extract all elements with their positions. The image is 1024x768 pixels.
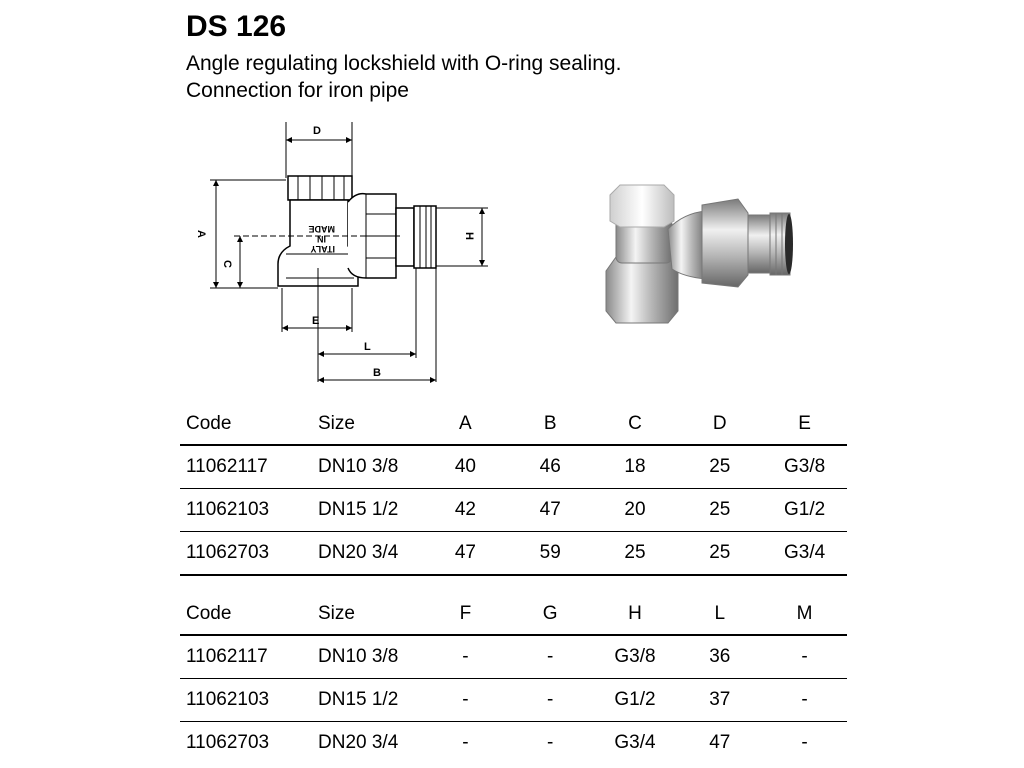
header-cell: B <box>543 413 557 434</box>
dim-label-c: C <box>221 260 233 268</box>
table-cell: DN10 3/8 <box>318 646 399 667</box>
dim-label-e: E <box>312 315 320 327</box>
header-cell: E <box>798 413 811 434</box>
table-cell: 46 <box>539 456 561 477</box>
table-cell: 47 <box>454 542 476 563</box>
table-cell: - <box>462 732 469 753</box>
table-row <box>180 679 847 722</box>
technical-drawing <box>190 118 490 388</box>
table-cell: DN20 3/4 <box>318 732 399 753</box>
header-cell: Code <box>186 603 232 624</box>
table-cell: 40 <box>454 456 476 477</box>
table-cell: - <box>547 646 554 667</box>
dim-label-d: D <box>313 125 321 137</box>
svg-text:MADE: MADE <box>308 224 335 234</box>
table-cell: - <box>801 732 808 753</box>
table-cell: 37 <box>709 689 731 710</box>
table-row <box>180 532 847 576</box>
table-cell: 25 <box>709 456 731 477</box>
table-cell: DN15 1/2 <box>318 689 399 710</box>
table-cell: DN20 3/4 <box>318 542 399 563</box>
svg-text:IN: IN <box>317 234 326 244</box>
table-cell: 36 <box>709 646 731 667</box>
header-cell: A <box>459 413 472 434</box>
table-cell: 47 <box>709 732 731 753</box>
dim-label-a: A <box>195 230 207 238</box>
dim-label-h: H <box>463 232 475 240</box>
table-header-row <box>180 594 847 635</box>
table-cell: DN10 3/8 <box>318 456 399 477</box>
table-row <box>180 635 847 679</box>
header-cell: M <box>796 603 813 624</box>
table-cell: 11062117 <box>186 646 268 667</box>
table-cell: 25 <box>709 542 731 563</box>
description-line-1: Angle regulating lockshield with O-ring sealing. <box>186 52 622 75</box>
table-cell: 42 <box>454 499 476 520</box>
dim-label-l: L <box>364 341 371 353</box>
product-description <box>186 50 621 104</box>
description-line-2: Connection for iron pipe <box>186 79 409 102</box>
table-cell: 18 <box>624 456 646 477</box>
header-cell: C <box>628 413 642 434</box>
table-cell: 25 <box>709 499 731 520</box>
product-photo <box>598 183 794 325</box>
table-cell: 11062103 <box>186 499 270 520</box>
svg-text:ITALY: ITALY <box>310 244 335 254</box>
table-cell: G3/8 <box>783 456 826 477</box>
table-header-row <box>180 404 847 445</box>
table-cell: 11062103 <box>186 689 270 710</box>
header-cell: Size <box>318 603 355 624</box>
table-cell: - <box>801 646 808 667</box>
header-cell: Code <box>186 413 232 434</box>
table-cell: 11062703 <box>186 732 270 753</box>
table-cell: - <box>547 732 554 753</box>
table-cell: 11062117 <box>186 456 268 477</box>
table-cell: 47 <box>539 499 561 520</box>
table-cell: G3/4 <box>783 542 826 563</box>
table-cell: 59 <box>539 542 561 563</box>
dimension-table-1 <box>180 404 847 576</box>
dimension-table-2 <box>180 594 847 764</box>
dim-label-b: B <box>373 367 381 379</box>
header-cell: Size <box>318 413 355 434</box>
header-cell: G <box>542 603 558 624</box>
product-title: DS 126 <box>186 10 287 43</box>
table-row <box>180 722 847 765</box>
table-row <box>180 445 847 489</box>
table-cell: G3/8 <box>614 646 656 667</box>
table-cell: - <box>801 689 808 710</box>
header-cell: F <box>459 603 472 624</box>
header-cell: H <box>628 603 642 624</box>
table-cell: G3/4 <box>614 732 656 753</box>
table-cell: G1/2 <box>783 499 826 520</box>
table-cell: - <box>547 689 554 710</box>
table-cell: - <box>462 646 469 667</box>
table-cell: - <box>462 689 469 710</box>
table-cell: 25 <box>624 542 646 563</box>
table-cell: DN15 1/2 <box>318 499 399 520</box>
table-cell: G1/2 <box>614 689 656 710</box>
table-row <box>180 489 847 532</box>
table-cell: 20 <box>624 499 646 520</box>
header-cell: D <box>712 413 727 434</box>
table-cell: 11062703 <box>186 542 270 563</box>
header-cell: L <box>714 603 726 624</box>
